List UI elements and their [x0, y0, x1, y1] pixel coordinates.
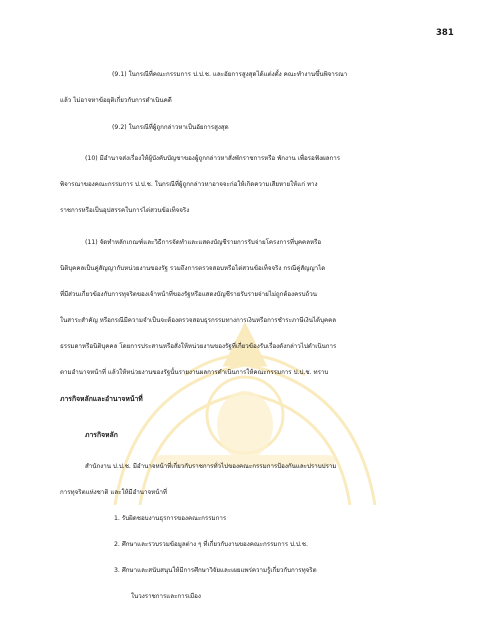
text-line: การทุจริตแห่งชาติ และให้มีอำนาจหน้าที่ [60, 489, 168, 496]
text-line: ตามอำนาจหน้าที่ แล้วให้หน่วยงานของรัฐนั้นรายงานผลการดำเนินการให้คณะกรรมการ ป.ป.ช. ทราบ [60, 369, 329, 376]
text-line: ที่มีส่วนเกี่ยวข้องกับการทุจริตของเจ้าหน้าที่ของรัฐหรือแสดงบัญชีรายรับรายจ่ายไม่ถูกต้องครบถ้วน [60, 291, 318, 298]
text-line: นิติบุคคลเป็นคู่สัญญากับหน่วยงานของรัฐ รวมถึงการตรวจสอบหรือไต่สวนข้อเท็จจริง กรณีคู่สัญญาได [60, 265, 326, 272]
text-line: ในสาระสำคัญ หรือกรณีมีความจำเป็นจะต้องตรวจสอบธุรกรรมทางการเงินหรือการชำระภาษีเงินได้บุคคล [60, 317, 337, 324]
text-line: พิจารณาของคณะกรรมการ ป.ป.ช. ในกรณีที่ผู้ถูกกล่าวหาอาจจะก่อให้เกิดความเสียหายให้แก่ ทาง [60, 181, 318, 188]
text-line: (9.2) ในกรณีที่ผู้ถูกกล่าวหาเป็นอัยการสูงสุด [112, 124, 229, 131]
section-heading: ภารกิจหลักและอำนาจหน้าที่ [60, 395, 143, 403]
list-item-continuation: ในวงราชการและการเมือง [131, 593, 201, 600]
text-line: แล้ว ไม่อาจหาข้อยุติเกี่ยวกับการดำเนินคดี [60, 97, 172, 104]
text-line: สำนักงาน ป.ป.ช. มีอำนาจหน้าที่เกี่ยวกับราชการทั่วไปของคณะกรรมการป้องกันและปราบปราม [85, 463, 337, 470]
list-item: 3. ศึกษาและสนับสนุนให้มีการศึกษาวิจัยและเผยแพร่ความรู้เกี่ยวกับการทุจริต [114, 567, 317, 574]
text-line: (9.1) ในกรณีที่คณะกรรมการ ป.ป.ช. และอัยการสูงสุดได้แต่งตั้ง คณะทำงานขึ้นพิจารณา [112, 71, 348, 78]
list-item: 1. รับผิดชอบงานธุรการของคณะกรรมการ [114, 515, 227, 522]
page-number: 381 [436, 28, 454, 38]
list-item: 2. ศึกษาและรวบรวมข้อมูลต่าง ๆ ที่เกี่ยวกับงานของคณะกรรมการ ป.ป.ช. [114, 541, 308, 548]
text-line: (11) จัดทำหลักเกณฑ์และวิธีการจัดทำและแสดงบัญชีรายการรับจ่ายโครงการที่บุคคลหรือ [85, 239, 322, 246]
text-line: ธรรมดาหรือนิติบุคคล โดยการประสานหรือสั่งให้หน่วยงานของรัฐที่เกี่ยวข้องรับเรื่องดังกล่าวไปดำเนินการ [60, 343, 337, 350]
text-line: ราชการหรือเป็นอุปสรรคในการไต่สวนข้อเท็จจริง [60, 207, 190, 214]
watermark-seal [95, 305, 395, 545]
text-line: (10) มีอำนาจส่งเรื่องให้ผู้บังคับบัญชาของผู้ถูกกล่าวหาสั่งพักราชการหรือ พักงาน เพื่อรอฟังผลการ [85, 155, 341, 162]
subsection-heading: ภารกิจหลัก [85, 431, 118, 439]
